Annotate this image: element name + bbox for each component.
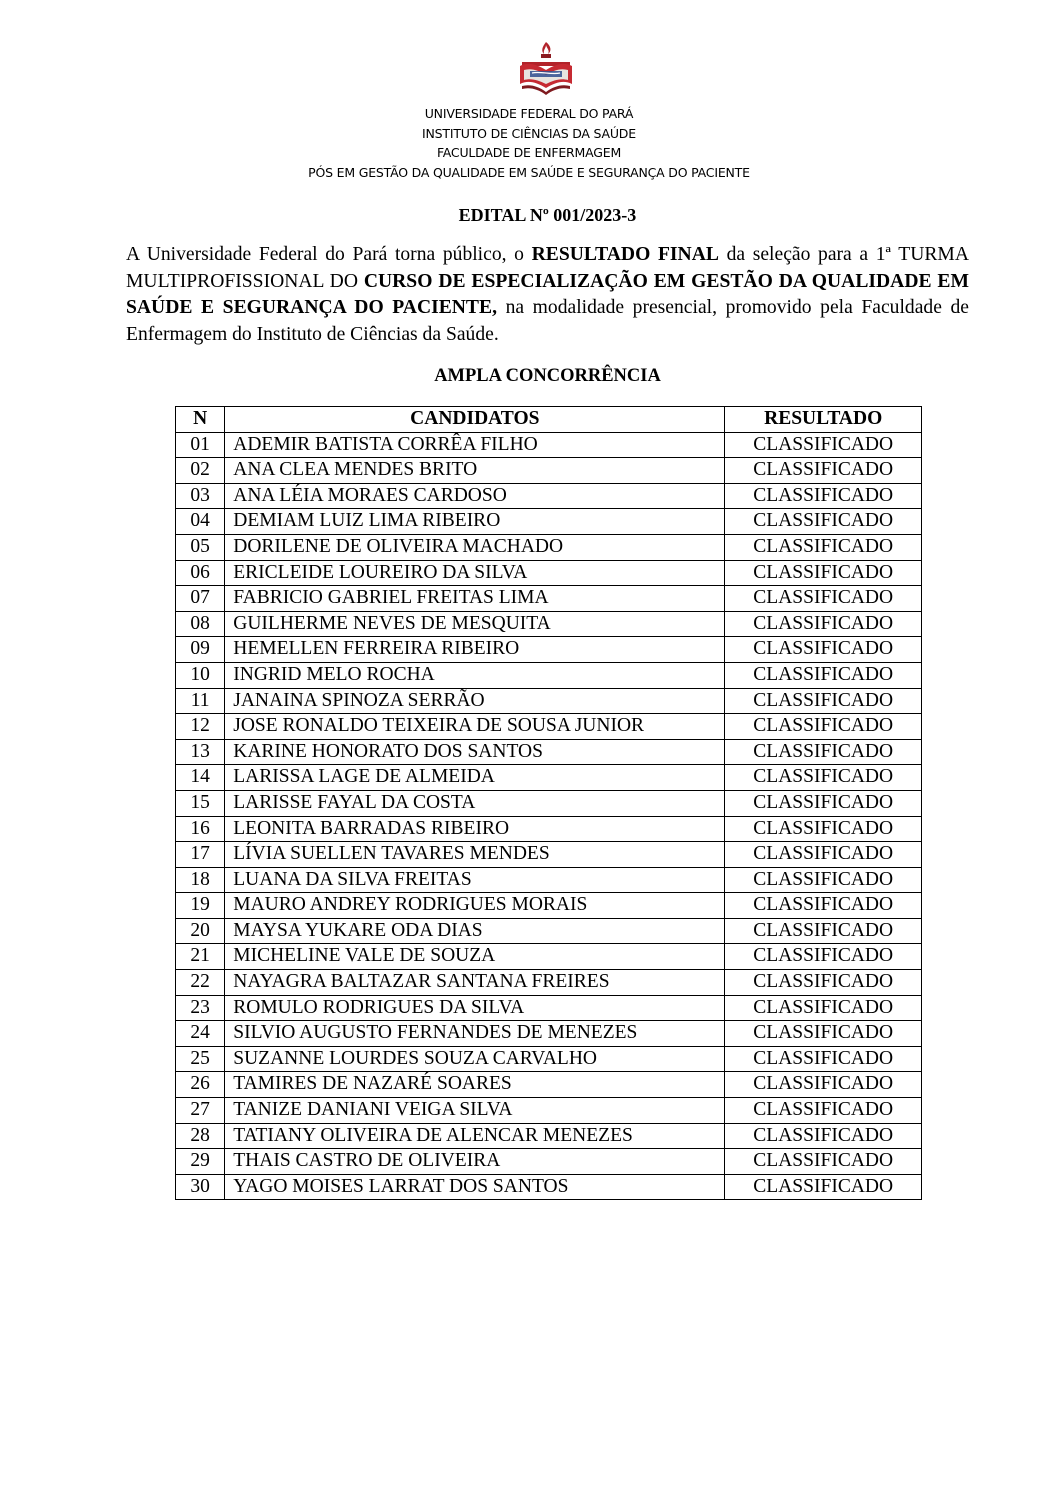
table-row — [176, 1046, 922, 1072]
row-number: 24 — [176, 1021, 225, 1047]
intro-bold-result: RESULTADO FINAL — [531, 244, 719, 265]
table-row — [176, 560, 922, 586]
candidate-name: JANAINA SPINOZA SERRÃO — [225, 688, 725, 714]
table-row — [176, 1149, 922, 1175]
results-table — [175, 406, 922, 1200]
result-status: CLASSIFICADO — [725, 765, 922, 791]
table-row — [176, 637, 922, 663]
result-status: CLASSIFICADO — [725, 995, 922, 1021]
row-number: 18 — [176, 867, 225, 893]
row-number: 09 — [176, 637, 225, 663]
result-status: CLASSIFICADO — [725, 918, 922, 944]
result-status: CLASSIFICADO — [725, 1098, 922, 1124]
row-number: 25 — [176, 1046, 225, 1072]
candidate-name: DORILENE DE OLIVEIRA MACHADO — [225, 534, 725, 560]
candidate-name: LÍVIA SUELLEN TAVARES MENDES — [225, 842, 725, 868]
row-number: 13 — [176, 739, 225, 765]
table-row — [176, 586, 922, 612]
result-status: CLASSIFICADO — [725, 1046, 922, 1072]
candidate-name: LUANA DA SILVA FREITAS — [225, 867, 725, 893]
row-number: 17 — [176, 842, 225, 868]
table-row — [176, 918, 922, 944]
table-row — [176, 944, 922, 970]
table-row — [176, 483, 922, 509]
result-status: CLASSIFICADO — [725, 1021, 922, 1047]
result-status: CLASSIFICADO — [725, 1072, 922, 1098]
result-status: CLASSIFICADO — [725, 944, 922, 970]
result-status: CLASSIFICADO — [725, 662, 922, 688]
candidate-name: MICHELINE VALE DE SOUZA — [225, 944, 725, 970]
intro-text-2: da seleção para a 1ª TURMA MULTIPROFISSIONAL DO — [126, 244, 969, 292]
table-header-row — [176, 407, 922, 433]
result-status: CLASSIFICADO — [725, 637, 922, 663]
header-candidates: CANDIDATOS — [225, 407, 725, 433]
row-number: 01 — [176, 432, 225, 458]
candidate-name: LEONITA BARRADAS RIBEIRO — [225, 816, 725, 842]
candidate-name: FABRICIO GABRIEL FREITAS LIMA — [225, 586, 725, 612]
candidate-name: ANA LÉIA MORAES CARDOSO — [225, 483, 725, 509]
candidate-name: DEMIAM LUIZ LIMA RIBEIRO — [225, 509, 725, 535]
row-number: 06 — [176, 560, 225, 586]
table-row — [176, 1072, 922, 1098]
table-row — [176, 790, 922, 816]
candidate-name: YAGO MOISES LARRAT DOS SANTOS — [225, 1174, 725, 1200]
intro-paragraph — [126, 242, 969, 348]
result-status: CLASSIFICADO — [725, 560, 922, 586]
table-row — [176, 1123, 922, 1149]
header-result: RESULTADO — [725, 407, 922, 433]
candidate-name: NAYAGRA BALTAZAR SANTANA FREIRES — [225, 970, 725, 996]
header-line-program: PÓS EM GESTÃO DA QUALIDADE EM SAÚDE E SEGURANÇA DO PACIENTE — [308, 164, 750, 180]
candidate-name: ERICLEIDE LOUREIRO DA SILVA — [225, 560, 725, 586]
table-row — [176, 765, 922, 791]
candidate-name: TAMIRES DE NAZARÉ SOARES — [225, 1072, 725, 1098]
row-number: 08 — [176, 611, 225, 637]
row-number: 12 — [176, 714, 225, 740]
candidate-name: JOSE RONALDO TEIXEIRA DE SOUSA JUNIOR — [225, 714, 725, 740]
result-status: CLASSIFICADO — [725, 509, 922, 535]
table-row — [176, 1021, 922, 1047]
result-status: CLASSIFICADO — [725, 867, 922, 893]
result-status: CLASSIFICADO — [725, 611, 922, 637]
row-number: 30 — [176, 1174, 225, 1200]
row-number: 03 — [176, 483, 225, 509]
result-status: CLASSIFICADO — [725, 970, 922, 996]
result-status: CLASSIFICADO — [725, 534, 922, 560]
result-status: CLASSIFICADO — [725, 688, 922, 714]
result-status: CLASSIFICADO — [725, 790, 922, 816]
row-number: 22 — [176, 970, 225, 996]
table-row — [176, 714, 922, 740]
candidate-name: ROMULO RODRIGUES DA SILVA — [225, 995, 725, 1021]
candidate-name: ANA CLEA MENDES BRITO — [225, 458, 725, 484]
candidate-name: LARISSE FAYAL DA COSTA — [225, 790, 725, 816]
candidate-name: INGRID MELO ROCHA — [225, 662, 725, 688]
result-status: CLASSIFICADO — [725, 1123, 922, 1149]
result-status: CLASSIFICADO — [725, 586, 922, 612]
candidate-name: THAIS CASTRO DE OLIVEIRA — [225, 1149, 725, 1175]
row-number: 21 — [176, 944, 225, 970]
candidate-name: LARISSA LAGE DE ALMEIDA — [225, 765, 725, 791]
intro-bold-course: CURSO DE ESPECIALIZAÇÃO EM GESTÃO DA QUALIDADE EM SAÚDE E SEGURANÇA DO PACIENTE, — [126, 270, 969, 318]
intro-text-3: na modalidade presencial, promovido pela Faculdade de Enfermagem do Instituto de Ciências da Saúde. — [126, 297, 969, 345]
result-status: CLASSIFICADO — [725, 714, 922, 740]
table-row — [176, 509, 922, 535]
row-number: 07 — [176, 586, 225, 612]
table-row — [176, 534, 922, 560]
table-row — [176, 739, 922, 765]
table-row — [176, 867, 922, 893]
row-number: 28 — [176, 1123, 225, 1149]
header-line-university: UNIVERSIDADE FEDERAL DO PARÁ — [424, 106, 634, 121]
results-body — [176, 432, 922, 1200]
candidate-name: HEMELLEN FERREIRA RIBEIRO — [225, 637, 725, 663]
table-row — [176, 688, 922, 714]
table-row — [176, 816, 922, 842]
row-number: 11 — [176, 688, 225, 714]
edital-title: EDITAL Nº 001/2023-3 — [458, 205, 637, 225]
result-status: CLASSIFICADO — [725, 1149, 922, 1175]
candidate-name: MAURO ANDREY RODRIGUES MORAIS — [225, 893, 725, 919]
intro-text-1: A Universidade Federal do Pará torna público, o — [126, 244, 532, 265]
header-line-faculty: FACULDADE DE ENFERMAGEM — [436, 145, 622, 160]
table-row — [176, 662, 922, 688]
table-row — [176, 458, 922, 484]
table-row — [176, 995, 922, 1021]
result-status: CLASSIFICADO — [725, 432, 922, 458]
row-number: 19 — [176, 893, 225, 919]
result-status: CLASSIFICADO — [725, 458, 922, 484]
row-number: 10 — [176, 662, 225, 688]
candidate-name: TATIANY OLIVEIRA DE ALENCAR MENEZES — [225, 1123, 725, 1149]
section-title: AMPLA CONCORRÊNCIA — [434, 366, 661, 386]
candidate-name: TANIZE DANIANI VEIGA SILVA — [225, 1098, 725, 1124]
result-status: CLASSIFICADO — [725, 1174, 922, 1200]
row-number: 16 — [176, 816, 225, 842]
candidate-name: MAYSA YUKARE ODA DIAS — [225, 918, 725, 944]
institution-header — [0, 104, 1058, 182]
table-row — [176, 432, 922, 458]
table-row — [176, 893, 922, 919]
row-number: 04 — [176, 509, 225, 535]
table-row — [176, 842, 922, 868]
candidate-name: KARINE HONORATO DOS SANTOS — [225, 739, 725, 765]
candidate-name: ADEMIR BATISTA CORRÊA FILHO — [225, 432, 725, 458]
result-status: CLASSIFICADO — [725, 816, 922, 842]
table-row — [176, 611, 922, 637]
result-status: CLASSIFICADO — [725, 842, 922, 868]
result-status: CLASSIFICADO — [725, 739, 922, 765]
row-number: 05 — [176, 534, 225, 560]
result-status: CLASSIFICADO — [725, 893, 922, 919]
table-row — [176, 970, 922, 996]
row-number: 15 — [176, 790, 225, 816]
table-row — [176, 1174, 922, 1200]
header-line-institute: INSTITUTO DE CIÊNCIAS DA SAÚDE — [422, 125, 636, 141]
result-status: CLASSIFICADO — [725, 483, 922, 509]
row-number: 29 — [176, 1149, 225, 1175]
candidate-name: SUZANNE LOURDES SOUZA CARVALHO — [225, 1046, 725, 1072]
row-number: 14 — [176, 765, 225, 791]
candidate-name: GUILHERME NEVES DE MESQUITA — [225, 611, 725, 637]
table-row — [176, 1098, 922, 1124]
row-number: 20 — [176, 918, 225, 944]
university-crest-logo — [514, 40, 578, 98]
row-number: 27 — [176, 1098, 225, 1124]
row-number: 26 — [176, 1072, 225, 1098]
candidate-name: SILVIO AUGUSTO FERNANDES DE MENEZES — [225, 1021, 725, 1047]
header-n: N — [176, 407, 225, 433]
row-number: 02 — [176, 458, 225, 484]
row-number: 23 — [176, 995, 225, 1021]
